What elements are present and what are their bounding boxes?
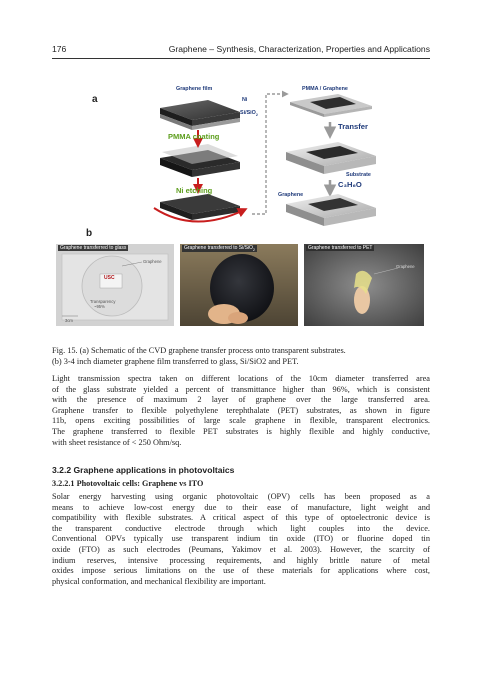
- para2-line: Solar energy harvesting using organic photovoltaic (OPV) cells has been proposed as a: [52, 492, 430, 501]
- para1-line: The graphene transferred to flexible PET substrates is highly flexible and highly conductive,: [52, 426, 430, 436]
- photo-graphene-on-glass: [56, 244, 174, 326]
- caption-line-2: (b) 3-4 inch diameter graphene film transferred to glass, Si/SiO2 and PET.: [52, 356, 299, 366]
- pet-graphene-label: Graphene: [396, 264, 415, 269]
- para1-line: with sheet resistance of < 250 Ohm/sq.: [52, 437, 182, 447]
- para2-line: the transparent conductive electrode through which light couples into the device.: [52, 523, 430, 533]
- transfer-process-diagram: [90, 82, 400, 238]
- si-photo-title: Graphene transferred to Si/SiO$_2$: [184, 245, 255, 252]
- label-acetone: C₃H₆O: [338, 180, 362, 189]
- para2-line: oxide (FTO) as such electrodes (Peumans, Yakimov et al. 2003). However, the scarcity of: [52, 544, 430, 554]
- panel-a-schematic: [90, 82, 400, 238]
- running-title: Graphene – Synthesis, Characterization, Properties and Applications: [168, 44, 430, 54]
- section-heading: 3.2.2 Graphene applications in photovoltaics: [52, 465, 235, 475]
- stack-graphene-ni-sio2: [160, 100, 240, 130]
- photo-graphene-on-pet: [304, 244, 424, 326]
- usc-logo-text: USC: [104, 275, 115, 281]
- panel-b-label: b: [86, 228, 93, 239]
- para1-line: Graphene transfer to flexible polyethylene terephthalate (PET) substrates, as shown in figure: [52, 405, 430, 415]
- label-ni-etching: Ni etching: [176, 186, 213, 195]
- label-transfer: Transfer: [338, 122, 368, 131]
- label-ni: Ni: [242, 97, 248, 103]
- caption-line-1: Fig. 15. (a) Schematic of the CVD graphene transfer process onto transparent substrates.: [52, 346, 346, 355]
- para2-line: physical conformation, and mechanical flexibility are important.: [52, 576, 266, 586]
- glass-transparency-label: Transparency: [90, 299, 116, 304]
- label-substrate: Substrate: [346, 172, 371, 178]
- para2-line: indium reserves, intensive processing requirements, and highly brittle nature of metal: [52, 555, 430, 565]
- para2-line: means to achieve low-cost energy due to their ease of manufacture, light weight and: [52, 502, 430, 512]
- stack-on-substrate: [286, 142, 376, 174]
- subsection-heading: 3.2.2.1 Photovoltaic cells: Graphene vs ITO: [52, 479, 204, 488]
- label-pmma-coating: PMMA coating: [168, 132, 220, 141]
- para2-line: Conventional OPVs typically use transparent indium tin oxide (ITO) or fluorine doped tin: [52, 534, 430, 544]
- glass-transparency-value: ~95%: [94, 304, 105, 309]
- para1-line: 11b, opens exciting possibilities of large scale graphene in flexible, transparent electronics.: [52, 416, 430, 426]
- figure-15: [52, 82, 430, 342]
- label-si-sio2: Si/SiO$_2$: [240, 110, 258, 118]
- panel-a-label: a: [92, 94, 98, 105]
- stack-pmma-coated: [160, 144, 240, 177]
- page-number: 176: [52, 44, 67, 54]
- paragraph-photovoltaics: [52, 492, 430, 587]
- photo-graphene-on-si-sio2: [180, 244, 298, 326]
- glass-graphene-label: Graphene: [143, 259, 162, 264]
- para1-line: Light transmission spectra taken on different locations of the 10cm diameter transferred area: [52, 374, 430, 383]
- label-graphene: Graphene: [278, 192, 304, 198]
- pet-photo-title: Graphene transferred to PET: [308, 245, 373, 251]
- label-graphene-film: Graphene film: [176, 86, 213, 92]
- para2-line: oxides impose serious limitations on the use of these materials for applications where cost,: [52, 566, 430, 576]
- para1-line: of the glass substrate yielded a percent of transmittance higher than 96%, which is consistent: [52, 384, 430, 394]
- glass-photo-title: Graphene transferred to glass: [60, 245, 127, 251]
- para1-line: with the presence of maximum 2 layer of graphene over the large transferred area.: [52, 395, 430, 405]
- stack-pmma-graphene-floating: [290, 94, 372, 117]
- para2-line: compatibility with flexible substrates. A critical aspect of this type of optoelectronic device is: [52, 513, 430, 523]
- header-rule: [52, 58, 430, 59]
- running-header: [52, 44, 430, 58]
- paragraph-transmission: [52, 374, 430, 448]
- label-pmma-graphene: PMMA / Graphene: [302, 86, 348, 92]
- figure-caption: [52, 346, 430, 367]
- glass-scale-bar-label: 3cm: [65, 318, 73, 323]
- stack-graphene-on-substrate: [286, 194, 376, 226]
